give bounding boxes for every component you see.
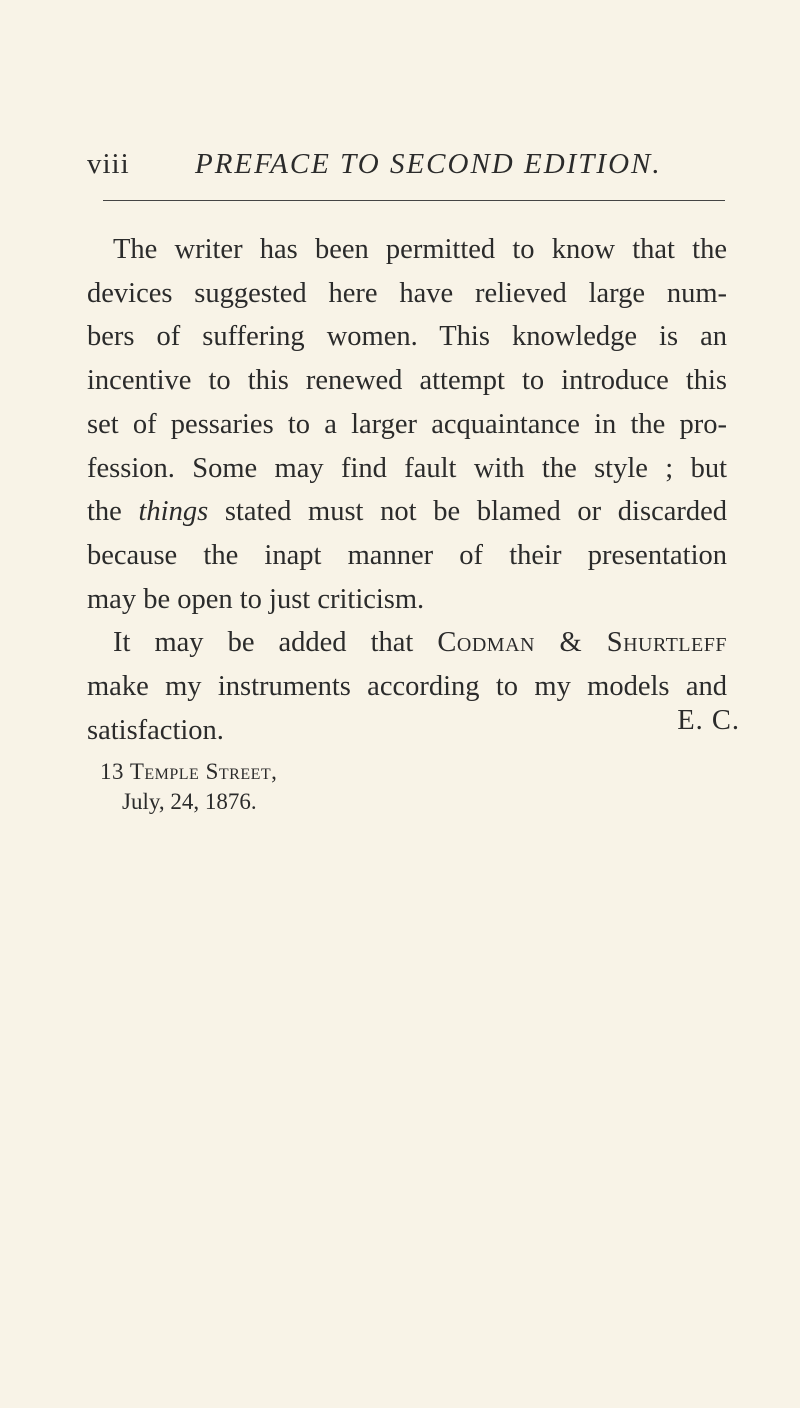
running-title: PREFACE TO SECOND EDITION. [195, 148, 662, 180]
author-initials: E. C. [677, 705, 740, 736]
date-line: July, 24, 1876. [122, 789, 257, 814]
header-rule [103, 200, 725, 201]
text-line: because the inapt manner of their presentation [87, 539, 727, 571]
paragraph-1 [87, 228, 727, 621]
text-line: incentive to this renewed attempt to introduce this [87, 365, 727, 397]
text-line-with-maker [87, 621, 727, 665]
text-line: fession. Some may find fault with the style ; but [87, 452, 727, 484]
text-line: may be open to just criticism. [87, 583, 425, 615]
street-address: 13 Temple Street, [100, 759, 278, 784]
page-number: viii [87, 148, 130, 180]
text-line: The writer has been permitted to know that the [113, 234, 727, 265]
text-fragment: the [87, 496, 122, 528]
instrument-maker-name: Codman & Shurtleff [437, 627, 727, 659]
address-block [100, 757, 277, 817]
text-fragment: stated must not be blamed or discarded [224, 496, 728, 528]
text-line: satisfaction. [87, 714, 224, 746]
text-fragment: It may be added that [113, 627, 414, 659]
page-header [87, 150, 727, 190]
text-line-with-emphasis [87, 490, 727, 534]
preface-body [87, 228, 727, 752]
text-line: devices suggested here have relieved large num- [87, 277, 727, 309]
text-line: make my instruments according to my models and [87, 671, 727, 703]
text-line: bers of suffering women. This knowledge is an [87, 321, 727, 353]
paragraph-2 [87, 621, 727, 752]
text-line: set of pessaries to a larger acquaintance in the pro- [87, 408, 727, 440]
emphasized-word: things [138, 496, 209, 528]
